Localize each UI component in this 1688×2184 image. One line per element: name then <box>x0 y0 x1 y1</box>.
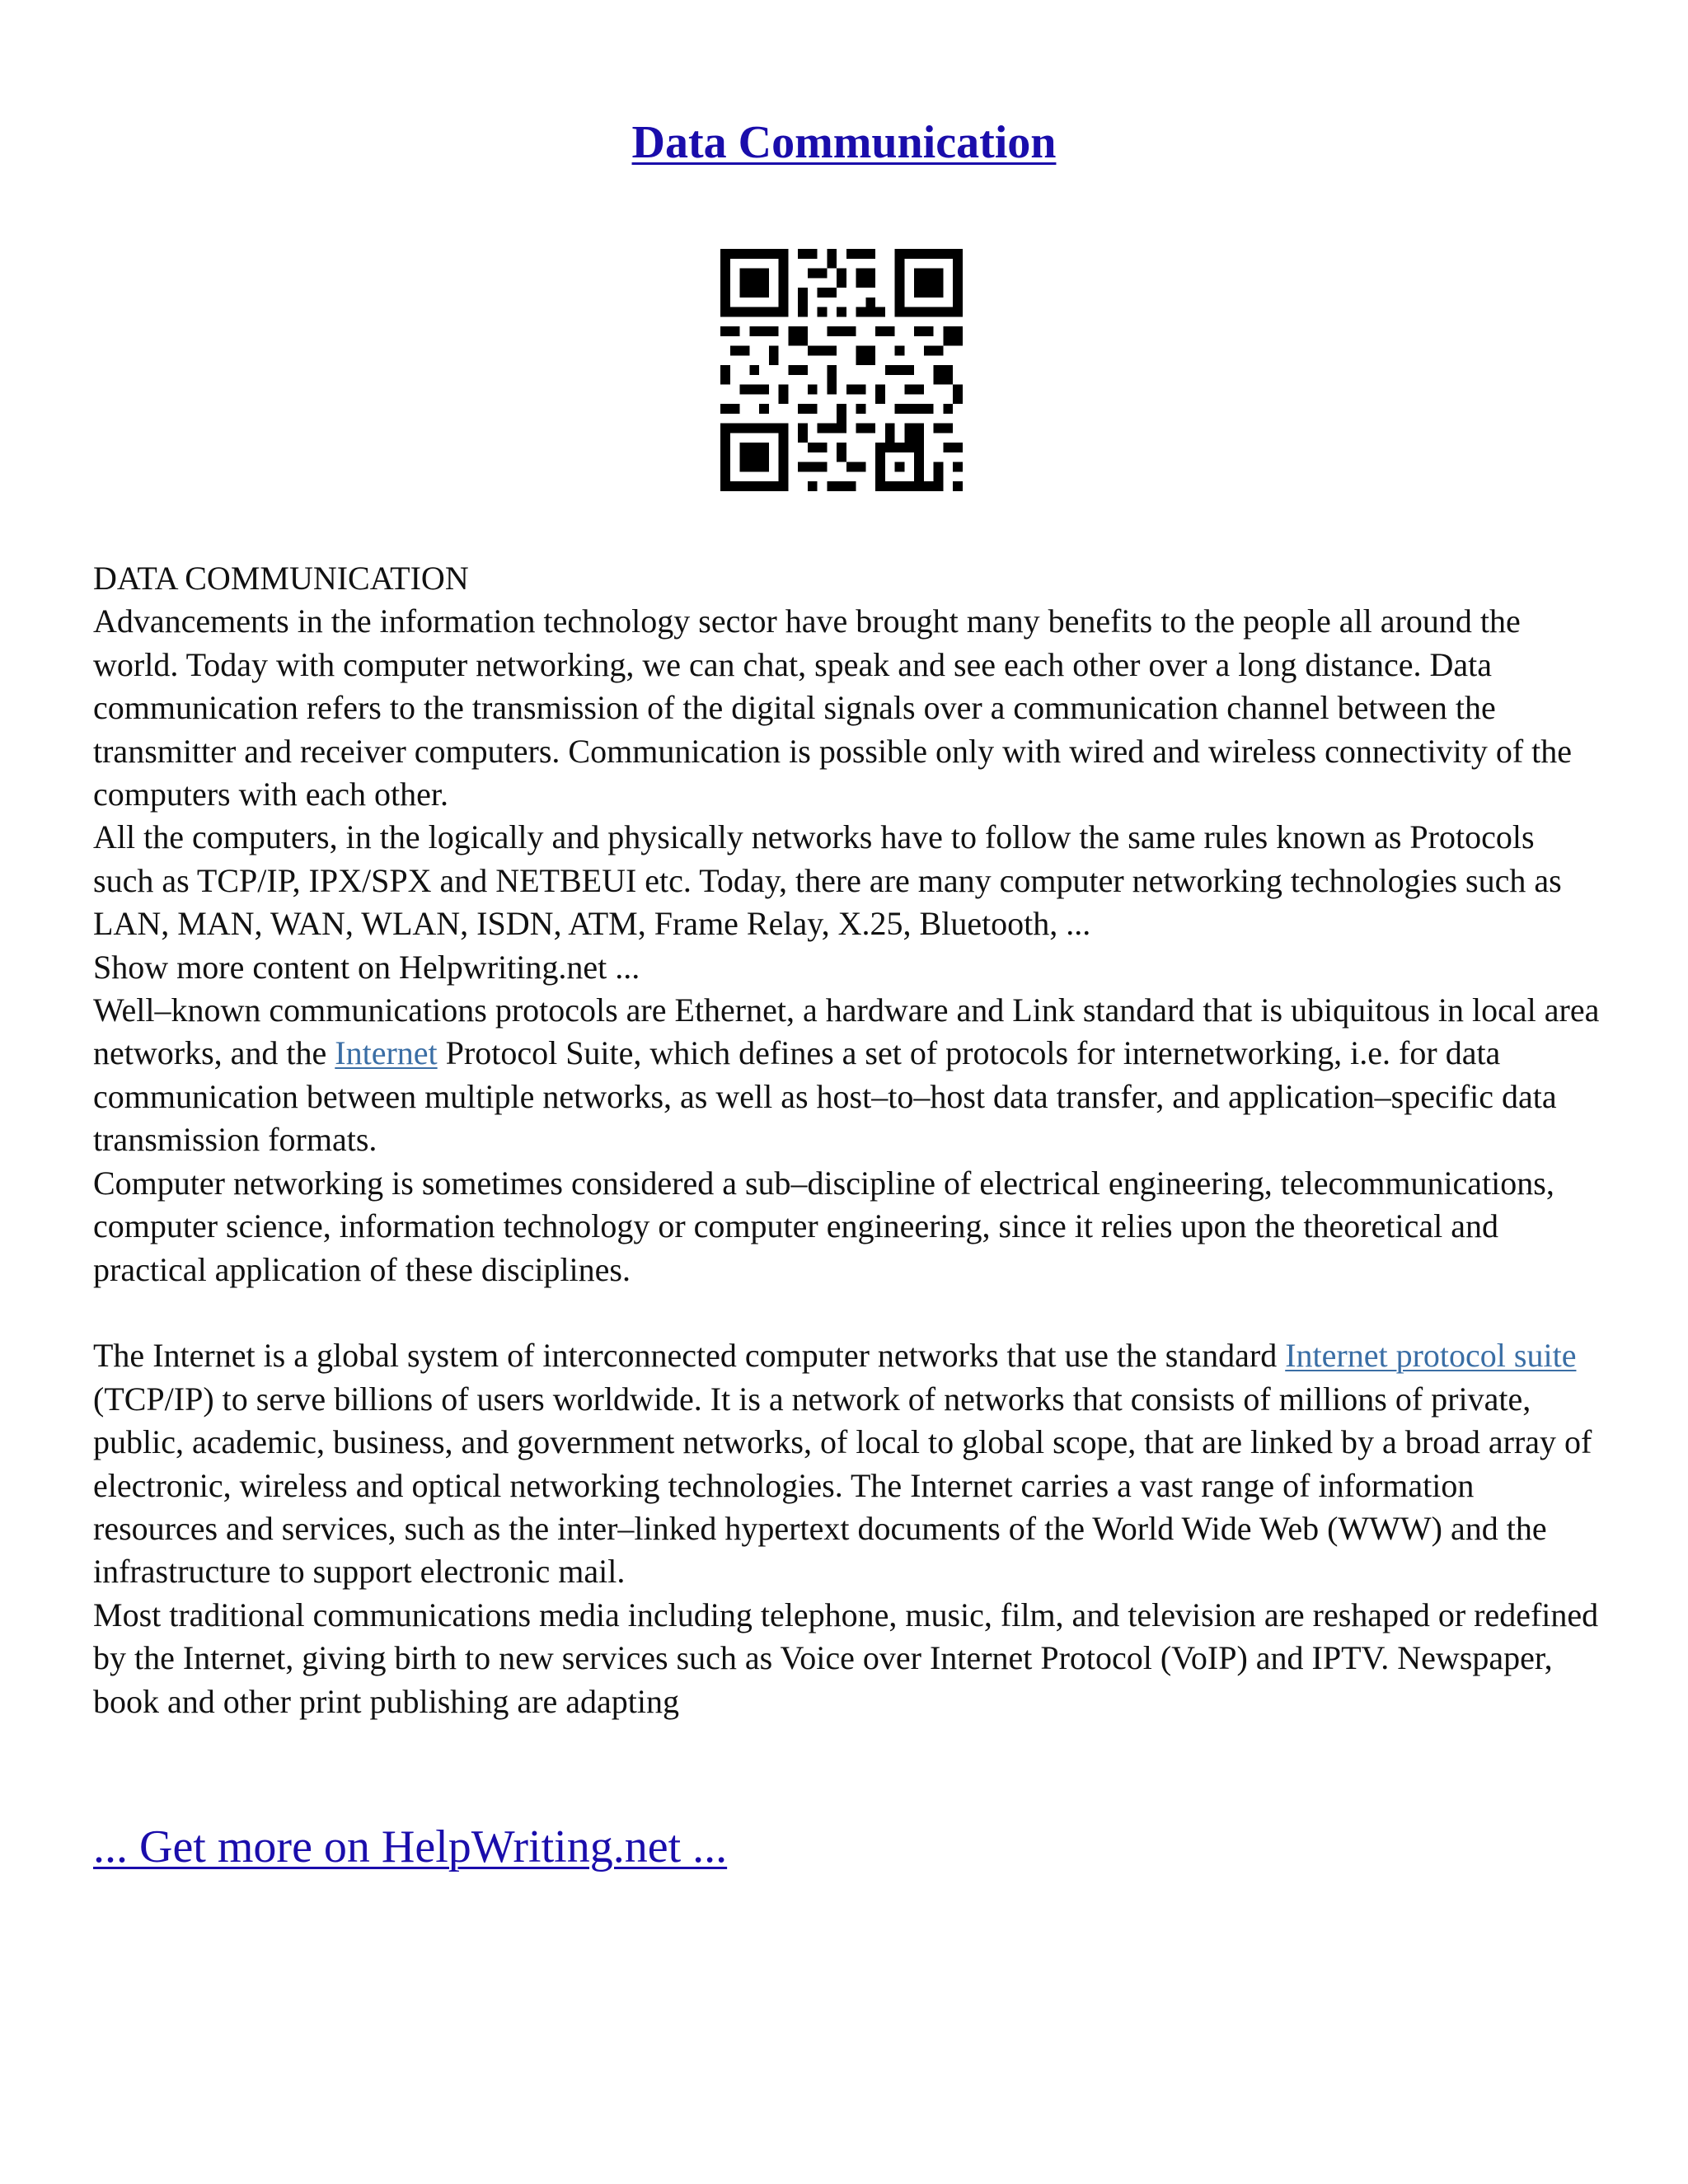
qr-code-icon <box>720 249 963 491</box>
show-more-text: Show more content on Helpwriting.net ... <box>93 948 640 986</box>
get-more-link-container <box>93 1818 727 1876</box>
paragraph-6-text-after: (TCP/IP) to serve billions of users worldwide. It is a network of networks that consists of millions of private, public, academic, business, and government networks, of local to global scope, that are linked by a broad array of electronic, wireless and optical networking technologies. The Internet carries a vast range of information resources and services, such as the inter–linked hypertext documents of the World Wide Web (WWW) and the infrastructure to support electronic mail. <box>93 1380 1592 1591</box>
section-heading: DATA COMMUNICATION <box>93 560 469 597</box>
article-body <box>93 557 1601 1723</box>
title-link[interactable]: Data Communication <box>631 117 1057 168</box>
paragraph-4-text-after: Protocol Suite, which defines a set of protocols for internetworking, i.e. for data communication between multiple networks, as well as host–to–host data transfer, and application–specific data transmission formats. <box>93 1034 1557 1159</box>
paragraph-7: Most traditional communications media including telephone, music, film, and television are reshaped or redefined by the Internet, giving birth to new services such as Voice over Internet Protocol (VoIP) and IPTV. Newspaper, book and other print publishing are adapting <box>93 1596 1599 1720</box>
page-title <box>0 114 1688 171</box>
paragraph-6-text-before: The Internet is a global system of interconnected computer networks that use the standard <box>93 1337 1286 1375</box>
paragraph-4-text-before: Well–known communications protocols are Ethernet, a hardware and Link standard that is ubiquitous in local area networks, and the <box>93 991 1600 1072</box>
paragraph-6 <box>93 1334 1601 1593</box>
internet-protocol-suite-link[interactable]: Internet protocol suite <box>1285 1337 1577 1375</box>
paragraph-2: All the computers, in the logically and physically networks have to follow the same rules known as Protocols such as TCP/IP, IPX/SPX and NETBEUI etc. Today, there are many computer networking technologies such as LAN, MAN, WAN, WLAN, ISDN, ATM, Frame Relay, X.25, Bluetooth, ... <box>93 818 1562 943</box>
paragraph-spacer <box>93 1291 1601 1334</box>
get-more-link[interactable]: ... Get more on HelpWriting.net ... <box>93 1821 728 1872</box>
paragraph-4 <box>93 989 1601 1162</box>
paragraph-5: Computer networking is sometimes considered a sub–discipline of electrical engineering, telecommunications, computer science, information technology or computer engineering, since it relies upon the theoretical and practical application of these disciplines. <box>93 1164 1554 1288</box>
paragraph-1: Advancements in the information technology sector have brought many benefits to the people all around the world. Today with computer networking, we can chat, speak and see each other over a long distance. Data communication refers to the transmission of the digital signals over a communication channel between the transmitter and receiver computers. Communication is possible only with wired and wireless connectivity of the computers with each other. <box>93 602 1573 813</box>
internet-link[interactable]: Internet <box>335 1034 438 1072</box>
